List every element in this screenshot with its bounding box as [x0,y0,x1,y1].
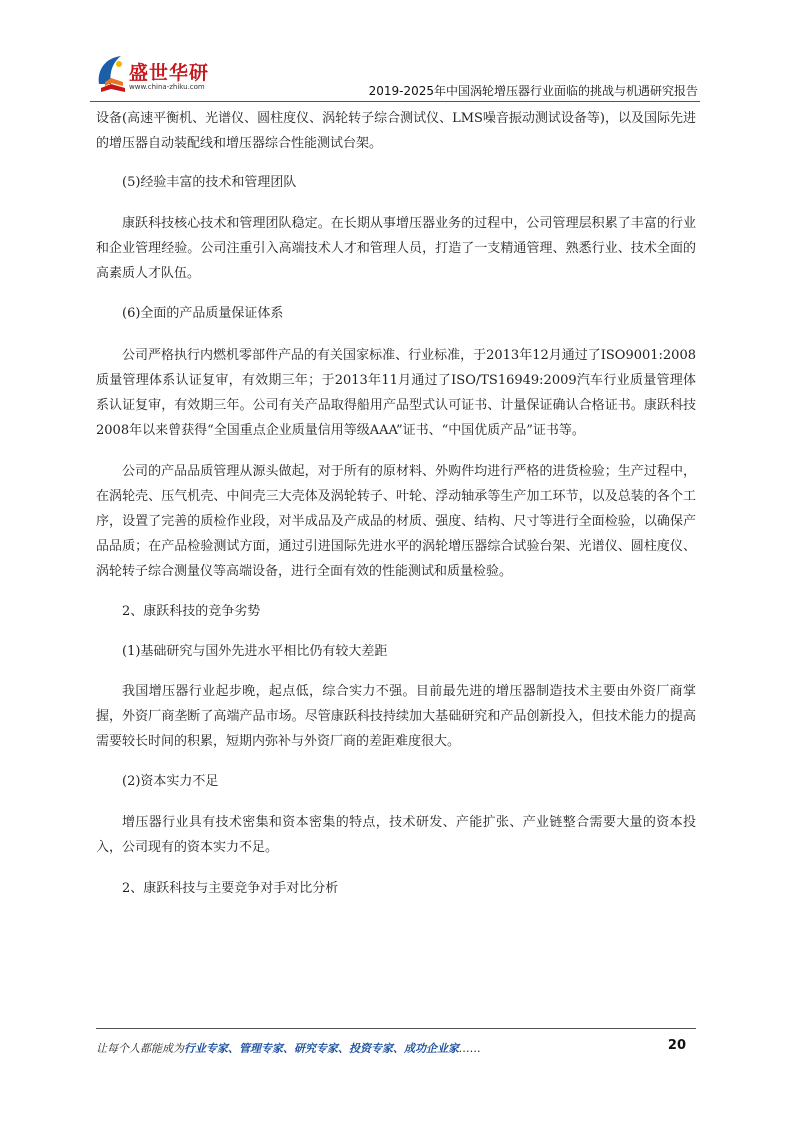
footer-ellipsis: …… [459,1042,481,1055]
report-title: 2019-2025年中国涡轮增压器行业面临的挑战与机遇研究报告 [368,84,698,98]
paragraph: 我国增压器行业起步晚，起点低，综合实力不强。目前最先进的增压器制造技术主要由外资厂商掌握，外资厂商垄断了高端产品市场。尽管康跃科技持续加大基础研究和产品创新投入，但技术能力的提高需要较长时间的积累，短期内弥补与外资厂商的差距难度很大。 [96,684,696,749]
section-heading: (2)资本实力不足 [122,774,219,789]
paragraph: 公司严格执行内燃机零部件产品的有关国家标准、行业标准，于2013年12月通过了ISO9001:2008质量管理体系认证复审，有效期三年；于2013年11月通过了ISO/TS16949:2009汽车行业质量管理体系认证复审，有效期三年。公司有关产品取得船用产品型式认可证书、计量保证确认合格证书。康跃科技2008年以来曾获得“全国重点企业质量信用等级AAA”证书、“中国优质产品”证书等。 [96,348,696,438]
section-heading: (1)基础研究与国外先进水平相比仍有较大差距 [122,644,388,659]
page-number: 20 [667,1038,686,1053]
paragraph: 公司的产品品质管理从源头做起，对于所有的原材料、外购件均进行严格的进货检验；生产过程中，在涡轮壳、压气机壳、中间壳三大壳体及涡轮转子、叶轮、浮动轴承等生产加工环节，以及总装的各个工序，设置了完善的质检作业段，对半成品及产成品的材质、强度、结构、尺寸等进行全面检验，以确保产品品质；在产品检验测试方面，通过引进国际先进水平的涡轮增压器综合试验台架、光谱仪、圆柱度仪、涡轮转子综合测量仪等高端设备，进行全面有效的性能测试和质量检验。 [96,464,696,579]
logo-url: www.china-zhiku.com [129,83,205,91]
page-footer [96,1040,696,1060]
paragraph: 设备(高速平衡机、光谱仪、圆柱度仪、涡轮转子综合测试仪、LMS噪音振动测试设备等)，以及国际先进的增压器自动装配线和增压器综合性能测试台架。 [96,111,696,151]
footer-slogan-lead: 让每个人都能成为 [96,1042,184,1055]
section-heading: (6)全面的产品质量保证体系 [122,306,284,321]
paragraph: 增压器行业具有技术密集和资本密集的特点，技术研发、产能扩张、产业链整合需要大量的资本投入，公司现有的资本实力不足。 [96,815,696,855]
footer-slogan-highlight: 行业专家、管理专家、研究专家、投资专家、成功企业家 [184,1042,459,1055]
footer-divider [96,1028,696,1029]
company-logo [95,50,245,100]
section-heading: 2、康跃科技与主要竞争对手对比分析 [122,881,339,896]
book-logo-icon [95,54,129,94]
section-heading: 2、康跃科技的竞争劣势 [122,604,261,619]
page-body [96,106,696,901]
header-divider [90,101,700,102]
page-header [90,50,700,102]
logo-text: 盛世华研 [129,62,210,84]
paragraph: 康跃科技核心技术和管理团队稳定。在长期从事增压器业务的过程中，公司管理层积累了丰富的行业和企业管理经验。公司注重引入高端技术人才和管理人员，打造了一支精通管理、熟悉行业、技术全面的高素质人才队伍。 [96,216,696,281]
section-heading: (5)经验丰富的技术和管理团队 [122,175,297,190]
